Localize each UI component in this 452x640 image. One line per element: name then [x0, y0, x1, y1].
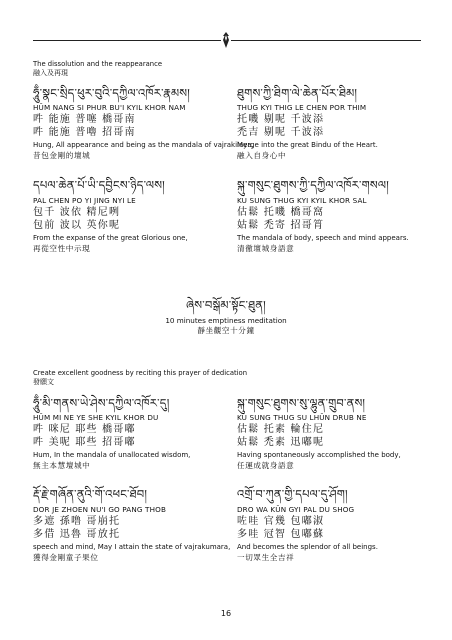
- verse1-left-zh-translation: 昔包金剛的壇城: [33, 151, 91, 160]
- verse1-right-zh2: 禿吉 剔呢 千波添: [237, 127, 325, 138]
- verse2-right-zh2: 姑鬆 禿寄 招哥筲: [237, 220, 325, 231]
- verse3-left-roman: HŪM MI NE YE SHE KYIL KHOR DU: [33, 413, 159, 422]
- verse3-left-tibetan: ཧཱུྃ་མི་གནས་ཡེ་ཤེས་དཀྱིལ་འཁོར་དུ།: [33, 396, 170, 410]
- vajra-ornament-icon: [221, 32, 231, 48]
- verse1-left-tibetan: ཧཱུྃ་སྣང་སྲིད་ཕུར་བུའི་དཀྱིལ་འཁོར་རྣམས།: [33, 86, 191, 100]
- verse3-left-english: Hum, In the mandala of unallocated wisdom,: [33, 451, 191, 459]
- verse3-right-english: Having spontaneously accomplished the body,: [237, 451, 401, 459]
- verse2-left-english: From the expanse of the great Glorious one,: [33, 234, 188, 242]
- meditation-english: 10 minutes emptiness meditation: [165, 316, 287, 325]
- verse3-right-zh1: 估鬆 托素 輪住尼: [237, 424, 325, 435]
- verse4-right-zh2: 多哇 冠智 包嘟蘇: [237, 529, 325, 540]
- verse2-left-roman: PAL CHEN PO YI JING NYI LE: [33, 196, 136, 205]
- verse4-right-tibetan: འགྲོ་བ་ཀུན་གྱི་དཔལ་དུ་ཤོག།: [237, 487, 348, 501]
- verse4-left-english: speech and mind, May I attain the state of vajrakumara,: [33, 543, 231, 551]
- verse2-left-zh2: 包前 波以 英你呢: [33, 220, 121, 231]
- verse4-left-roman: DOR JE ZHOEN NU'I GO PANG THOB: [33, 505, 167, 514]
- verse1-left-english: Hung, All appearance and being as the mandala of vajrakilaya,: [33, 141, 254, 149]
- verse1-right-english: Merge into the great Bindu of the Heart.: [237, 141, 378, 149]
- section-title-en: The dissolution and the reappearance: [33, 60, 163, 68]
- verse4-right-zh1: 咗哇 官幾 包嘟淑: [237, 516, 325, 527]
- page-number: 16: [220, 609, 232, 618]
- verse1-left-roman: HŪM NANG SI PHUR BU'I KYIL KHOR NAM: [33, 103, 186, 112]
- verse3-right-zh-translation: 任運成就身語意: [237, 461, 295, 470]
- verse2-right-english: The mandala of body, speech and mind appears.: [237, 234, 409, 242]
- verse2-left-tibetan: དཔལ་ཆེན་པོ་ཡི་དབྱིངས་ཉིད་ལས།: [33, 178, 165, 192]
- verse1-left-zh2: 吽 能施 普嚕 招哥南: [33, 127, 136, 138]
- verse4-right-english: And becomes the splendor of all beings.: [237, 543, 378, 551]
- verse4-right-zh-translation: 一切眾生全吉祥: [237, 553, 295, 562]
- verse1-right-roman: THUG KYI THIG LE CHEN POR THIM: [237, 103, 367, 112]
- verse3-right-tibetan: སྐུ་གསུང་ཐུགས་སུ་ལྷུན་གྲུབ་ནས།: [237, 396, 366, 410]
- verse3-right-zh2: 姑鬆 禿素 迅嘟呢: [237, 437, 325, 448]
- verse2-right-roman: KU SUNG THUG KYI KYIL KHOR SAL: [237, 196, 367, 205]
- verse3-left-zh-translation: 無主本慧壇城中: [33, 461, 91, 470]
- verse1-right-tibetan: ཐུགས་ཀྱི་ཐིག་ལེ་ཆེན་པོར་ཐིམ།: [237, 86, 358, 100]
- meditation-zh: 靜坐觀空十分鐘: [197, 326, 255, 335]
- verse2-left-zh1: 包千 波依 精尼咧: [33, 207, 121, 218]
- section2-title-en: Create excellent goodness by reciting this prayer of dedication: [33, 369, 248, 377]
- verse2-right-zh-translation: 清徹壇城身語意: [237, 244, 295, 253]
- verse3-left-zh2: 吽 美呢 耶些 招哥嘟: [33, 437, 136, 448]
- verse1-right-zh1: 托嘰 剔呢 千波添: [237, 114, 325, 125]
- verse4-right-roman: DRO WA KŪN GYI PAL DU SHOG: [237, 505, 355, 514]
- verse3-left-zh1: 吽 咪尼 耶些 橋哥嘟: [33, 424, 136, 435]
- verse3-right-roman: KU SUNG THUG SU LHŪN DRUB NE: [237, 413, 367, 422]
- verse1-right-zh-translation: 融入自身心中: [237, 151, 287, 160]
- section2-title-zh: 發願文: [33, 378, 54, 386]
- verse2-left-zh-translation: 再從空性中示現: [33, 244, 91, 253]
- verse4-left-tibetan: རྡོ་རྗེ་གཞོན་ནུའི་གོ་འཕང་ཐོབ།: [33, 487, 148, 501]
- section-title-zh: 融入及再現: [33, 69, 68, 77]
- verse2-right-zh1: 估鬆 托嘰 橋哥窩: [237, 207, 325, 218]
- meditation-tibetan: ཞེས་བསྒོམ་སྟོང་ཐུན།: [186, 298, 266, 312]
- verse2-right-tibetan: སྐུ་གསུང་ཐུགས་ཀྱི་དཀྱིལ་འཁོར་གསལ།: [237, 178, 389, 192]
- verse4-left-zh-translation: 獲得金剛童子果位: [33, 553, 99, 562]
- verse1-left-zh1: 吽 能施 普噻 橋哥南: [33, 114, 136, 125]
- verse4-left-zh2: 多借 迅魯 哥放托: [33, 529, 121, 540]
- verse4-left-zh1: 多遮 孫噜 哥崩托: [33, 516, 121, 527]
